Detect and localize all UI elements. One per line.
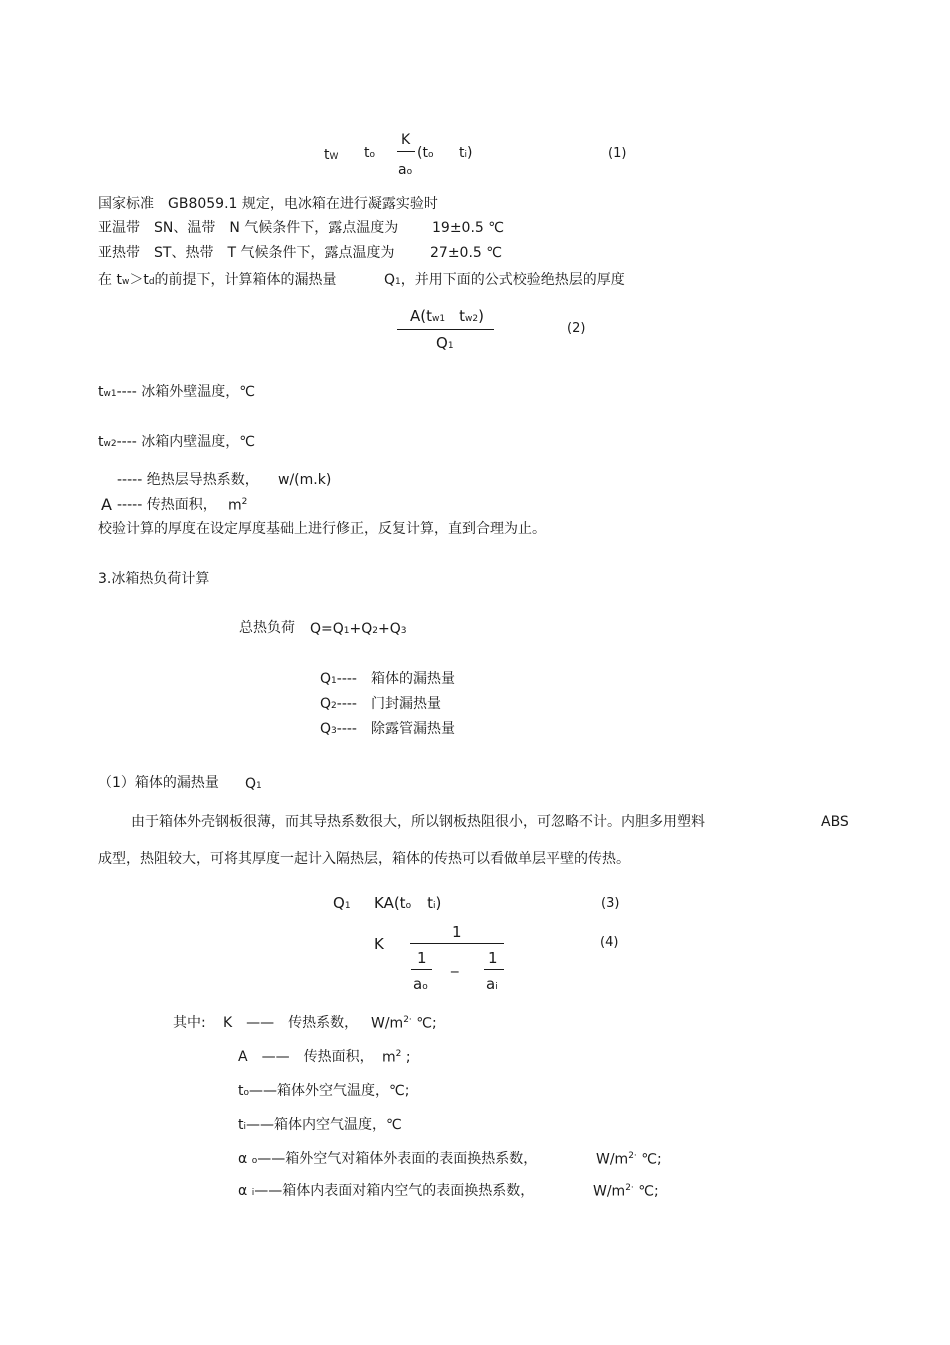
section-3-title: 3.冰箱热负荷计算 [98,571,210,587]
eq4-inner2-numerator: 1 [488,949,498,967]
paragraph-abs: ABS [821,814,849,830]
standard-line-2: 亚温带 SN、温带 N 气候条件下，露点温度为 [98,220,399,236]
legend-a-unit: $m^2$ ; [382,1049,411,1066]
legend-alpha-i-unit: $W/m^{2\cdot}$ ℃; [593,1183,659,1200]
eq4-inner2-bar [484,969,504,970]
subsection-1-title: （1）箱体的漏热量 [98,775,219,791]
eq4-numerator: 1 [452,923,462,941]
def-a-unit: $m^2$ [228,497,248,514]
eq2-tag: (2) [567,321,586,336]
eq1-to: to [364,145,376,161]
eq1-denominator: ao [398,162,413,178]
legend-alpha-i: α i——箱体内表面对箱内空气的表面换热系数， [238,1183,535,1199]
legend-ti: ti——箱体内空气温度，℃ [238,1117,402,1133]
def-lambda: ----- 绝热层导热系数， [117,472,259,488]
standard-line-2-value: 19±0.5 ℃ [432,220,504,236]
eq3-rhs: KA(to ti) [374,894,442,912]
eq1-paren: (to [417,145,434,161]
q3-definition: Q3---- 除露管漏热量 [320,721,455,737]
standard-line-3: 亚热带 ST、热带 T 气候条件下，露点温度为 [98,245,395,261]
eq3-lhs: Q1 [333,894,351,912]
eq1-tw: tW [324,147,339,163]
total-load-equation: Q=Q1+Q2+Q3 [310,621,407,637]
def-a: ----- 传热面积， [117,497,217,513]
eq1-fraction-bar [397,151,415,152]
q2-definition: Q2---- 门封漏热量 [320,696,441,712]
standard-line-1: 国家标准 GB8059.1 规定，电冰箱在进行凝露实验时 [98,196,438,212]
subsection-1-q: Q1 [245,776,262,792]
legend-where: 其中: [173,1015,206,1031]
paragraph-line-1: 由于箱体外壳钢板很薄，而其导热系数很大，所以钢板热阻很小，可忽略不计。内胆多用塑料 [131,814,705,830]
eq2-fraction-bar [397,329,494,330]
eq2-denominator: Q1 [436,334,454,352]
check-sentence: 校验计算的厚度在设定厚度基础上进行修正，反复计算，直到合理为止。 [98,521,546,537]
eq4-tag: (4) [600,935,619,950]
eq4-inner1-denominator: ao [413,975,428,993]
legend-k: K —— 传热系数， [223,1015,359,1031]
eq4-inner1-numerator: 1 [417,949,427,967]
eq4-minus: _ [451,955,459,973]
eq4-k: K [374,935,384,953]
legend-k-unit: $W/m^{2\cdot}$ ℃; [371,1015,437,1032]
eq1-tag: (1) [608,146,627,161]
def-lambda-unit: w/(m.k) [278,472,332,488]
standard-line-3-value: 27±0.5 ℃ [430,245,502,261]
def-tw2: tw2---- 冰箱内壁温度，℃ [98,434,255,450]
def-a-symbol: A [101,495,112,514]
eq4-main-fraction-bar [410,943,504,944]
eq2-numerator: A(tw1 tw2) [410,307,484,325]
eq4-inner1-bar [411,969,432,970]
standard-line-4-tail: Q1，并用下面的公式校验绝热层的厚度 [384,272,625,288]
legend-alpha-o-unit: $W/m^{2\cdot}$ ℃; [596,1151,662,1168]
legend-to: to——箱体外空气温度，℃; [238,1083,410,1099]
eq1-ti: ti) [459,145,473,161]
legend-a: A —— 传热面积， [238,1049,374,1065]
eq1-numerator: K [401,132,411,148]
eq3-tag: (3) [601,896,620,911]
legend-alpha-o: α o——箱外空气对箱体外表面的表面换热系数， [238,1151,538,1167]
eq4-inner2-denominator: ai [486,975,498,993]
q1-definition: Q1---- 箱体的漏热量 [320,671,455,687]
standard-line-4: 在 tw＞td的前提下，计算箱体的漏热量 [98,272,337,288]
def-tw1: tw1---- 冰箱外壁温度，℃ [98,384,255,400]
paragraph-line-2: 成型，热阻较大，可将其厚度一起计入隔热层，箱体的传热可以看做单层平壁的传热。 [98,851,630,867]
total-load-label: 总热负荷 [239,620,295,636]
